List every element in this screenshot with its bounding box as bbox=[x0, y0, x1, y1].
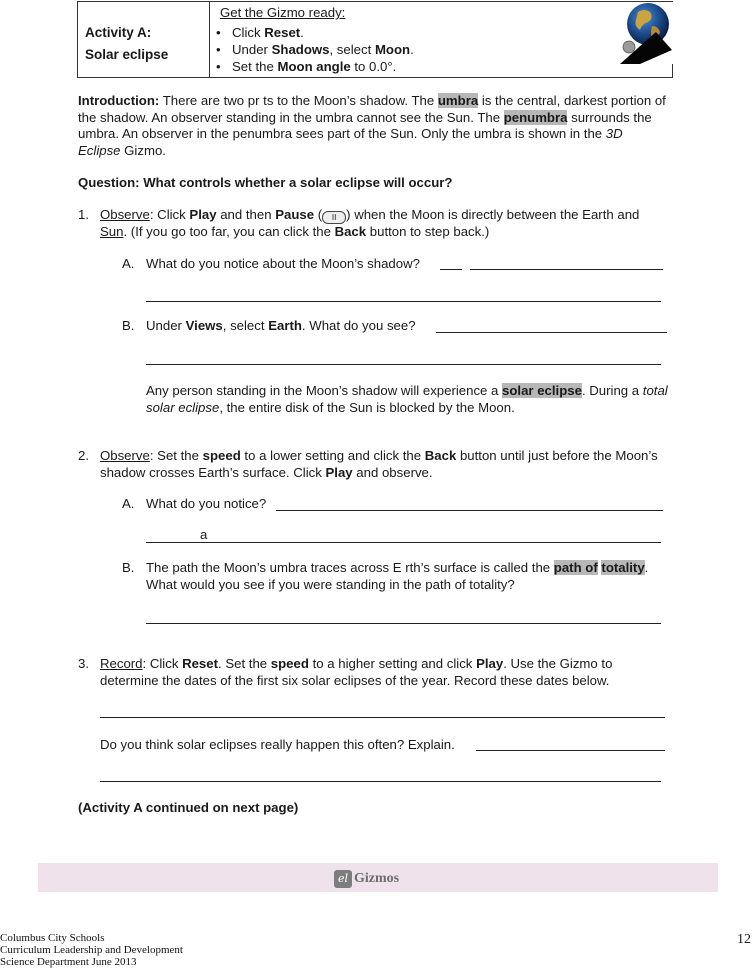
q1b-answer-line-2[interactable] bbox=[146, 364, 661, 365]
q2a-prompt: What do you notice? bbox=[146, 496, 267, 511]
gizmos-logo bbox=[334, 870, 399, 888]
introduction-paragraph: Introduction: There are two pr ts to the Moon’s shadow. The umbra is the central, darkest portion of the shadow. An observer standing in the umbra cannot see the Sun. The penumbra surrounds the umbra. An observer in the penumbra sees part of the Sun. Only the umbra is shown in the 3D Eclipse Gizmo. bbox=[78, 93, 666, 158]
q3-dates-answer-line[interactable] bbox=[100, 717, 665, 718]
q2a-answer-line-2[interactable] bbox=[146, 542, 661, 543]
activity-title-cell bbox=[78, 2, 210, 77]
footer-department: Curriculum Leadership and Development bbox=[0, 944, 183, 956]
q3-instructions: Record: Click Reset. Set the speed to a higher setting and click Play. Use the Gizmo to determine the dates of the first six solar eclipses of the year. Record these dates below. bbox=[100, 656, 613, 688]
q1a-answer-line-short[interactable] bbox=[440, 269, 462, 270]
eclipse-globe-image bbox=[618, 2, 676, 64]
q2b-prompt: The path the Moon’s umbra traces across E rth’s surface is called the path of totality. What would you see if you were standing in the path of totality? bbox=[146, 560, 649, 592]
q1-number: 1. bbox=[78, 207, 89, 222]
q3-followup-line-2[interactable] bbox=[100, 781, 661, 782]
q3-number: 3. bbox=[78, 656, 89, 671]
q1b-answer-line-1[interactable] bbox=[436, 332, 667, 333]
q1-instructions: Observe: Click Play and then Pause ( II ) when the Moon is directly between the Earth and Sun. (If you go too far, you can click the Back button to step back.) bbox=[100, 207, 640, 239]
q2b-answer-line[interactable] bbox=[146, 623, 661, 624]
guiding-question: Question: What controls whether a solar eclipse will occur? bbox=[78, 175, 453, 190]
q2-number: 2. bbox=[78, 448, 89, 463]
footer-school: Columbus City Schools bbox=[0, 932, 105, 944]
q1a-answer-line-2[interactable] bbox=[146, 301, 661, 302]
footer-date: Science Department June 2013 bbox=[0, 956, 137, 968]
q2a-letter: A. bbox=[122, 496, 135, 511]
gizmos-logo-word: Gizmos bbox=[354, 870, 400, 886]
q2-instructions: Observe: Set the speed to a lower setting and click the Back button until just before the Moon’s shadow crosses Earth’s surface. Click Play and observe. bbox=[100, 448, 658, 480]
q2a-answer-text: a bbox=[200, 527, 208, 542]
q1b-prompt: Under Views, select Earth. What do you see? bbox=[146, 318, 416, 333]
q1b-letter: B. bbox=[122, 318, 135, 333]
q2a-answer-line-1[interactable] bbox=[276, 510, 663, 511]
q3-followup-prompt: Do you think solar eclipses really happen this often? Explain. bbox=[100, 737, 455, 752]
pause-button-icon: II bbox=[322, 211, 346, 224]
gizmos-logo-mark: el bbox=[334, 870, 352, 888]
page-number: 12 bbox=[737, 932, 751, 947]
setup-bullet-moon-angle: • Set the Moon angle to 0.0°. bbox=[232, 59, 396, 76]
activity-title-line2: Solar eclipse bbox=[85, 47, 169, 62]
setup-bullet-reset: • Click Reset. bbox=[232, 25, 304, 42]
q1a-letter: A. bbox=[122, 256, 135, 271]
setup-bullet-shadows: • Under Shadows, select Moon. bbox=[232, 42, 414, 59]
activity-title bbox=[85, 22, 168, 66]
continued-note: (Activity A continued on next page) bbox=[78, 800, 299, 815]
q1a-answer-line-1[interactable] bbox=[470, 269, 663, 270]
activity-title-line1: Activity A: bbox=[85, 25, 152, 40]
solar-eclipse-note: Any person standing in the Moon’s shadow will experience a solar eclipse. During a total solar eclipse, the entire disk of the Sun is blocked by the Moon. bbox=[146, 383, 668, 415]
q2b-letter: B. bbox=[122, 560, 135, 575]
q1a-prompt: What do you notice about the Moon’s shadow? bbox=[146, 256, 420, 271]
gizmo-ready-heading: Get the Gizmo ready: bbox=[220, 5, 346, 20]
q3-followup-line-1[interactable] bbox=[476, 750, 665, 751]
activity-header-box bbox=[77, 1, 673, 78]
